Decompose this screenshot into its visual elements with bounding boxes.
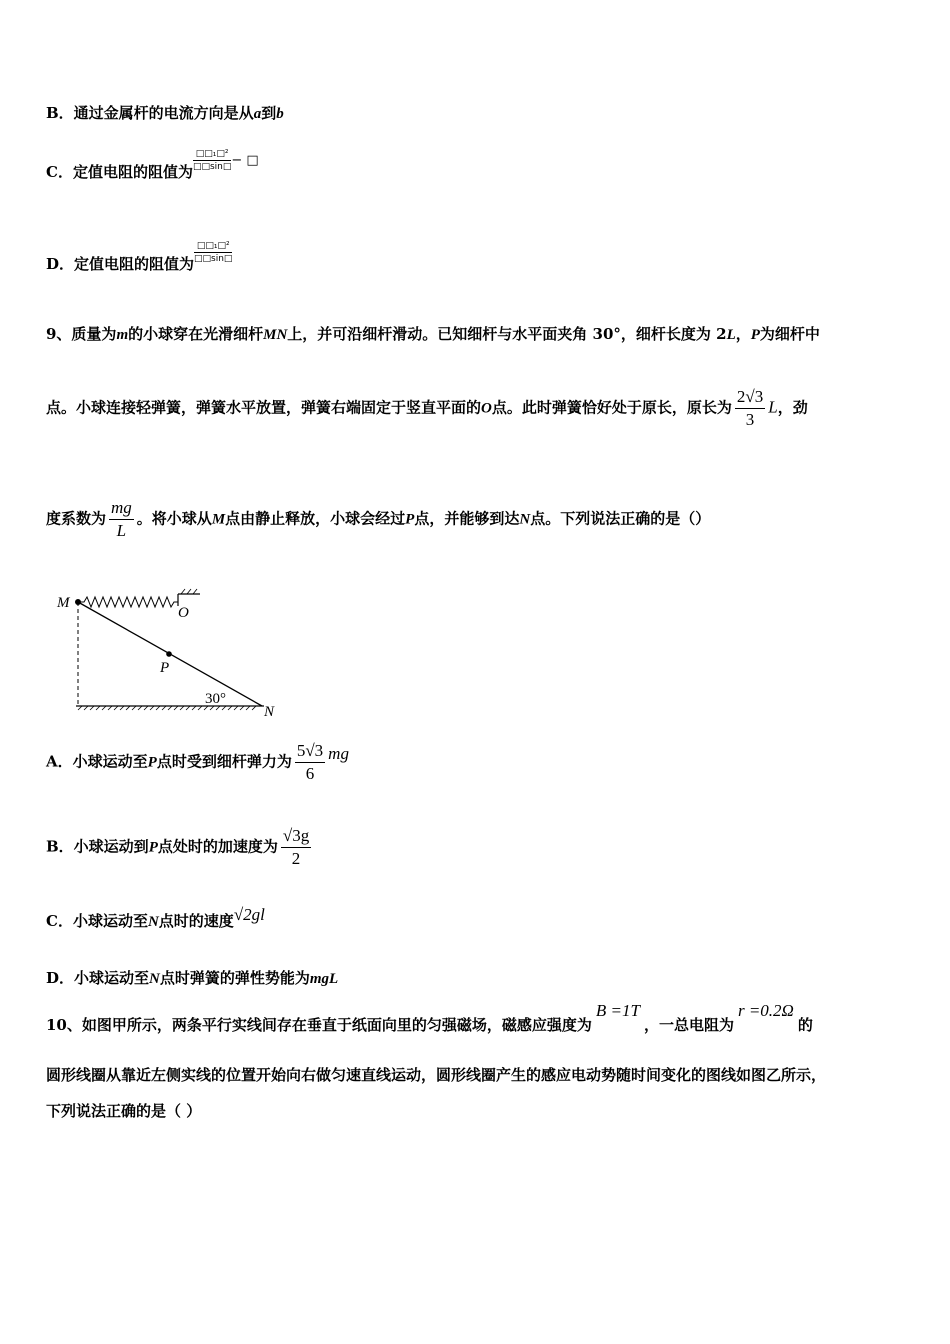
q9-line3: 度系数为 $\frac{mg}{L}$ 。将小球从M点由静止释放，小球会经过P点，并能够到达N点。下列说法正确的是（）	[46, 498, 711, 540]
label-m: M	[57, 595, 70, 611]
expr-sqrt-2gl: √2gl	[233, 905, 265, 924]
fraction-length: $\frac{2√3}{3}$	[736, 387, 764, 429]
label-n: N	[264, 704, 275, 720]
option-b-prev: B．通过金属杆的电流方向是从a到b	[46, 104, 284, 122]
q9-option-a: A．小球运动至P点时受到细杆弹力为 $\frac{5√3}{6}$ mg	[46, 741, 349, 783]
q9-line2: 点。小球连接轻弹簧，弹簧水平放置，弹簧右端固定于竖直平面的O点。此时弹簧恰好处于原长，原长为 $\frac{2√3}{3}$ L，劲	[46, 387, 808, 429]
option-d-prev: D．定值电阻的阻值为 □□₁□² □□sin□	[46, 241, 233, 273]
formula-d: □□₁□² □□sin□	[194, 241, 233, 264]
label-angle: 30°	[205, 691, 226, 707]
q10-line1: 10、如图甲所示，两条平行实线间存在垂直于纸面向里的匀强磁场，磁感应强度为B =1T，一总电阻为r =0.2Ω的	[46, 1001, 813, 1034]
q9-option-d: D．小球运动至N点时弹簧的弹性势能为mgL	[46, 969, 339, 987]
label-o: O	[178, 605, 189, 621]
q10-line2: 圆形线圈从靠近左侧实线的位置开始向右做匀速直线运动，圆形线圈产生的感应电动势随时间变化的图线如图乙所示，	[46, 1066, 827, 1084]
fraction-option-a: $\frac{5√3}{6}$	[296, 741, 324, 783]
label-p: P	[160, 660, 170, 676]
q9-option-b: B．小球运动到P点处时的加速度为 $\frac{√3g}{2}$	[46, 826, 310, 868]
point-m	[75, 599, 81, 605]
q9-line1: 9、质量为m的小球穿在光滑细杆MN上，并可沿细杆滑动。已知细杆与水平面夹角 30°，细杆长度为 2L，P为细杆中	[46, 325, 820, 343]
formula-c: □□₁□² □□sin□	[192, 149, 232, 172]
spring	[78, 597, 178, 607]
incline-figure	[50, 582, 290, 724]
q10-line3: 下列说法正确的是（ ）	[46, 1102, 202, 1120]
point-p	[166, 651, 172, 657]
fraction-stiffness: $\frac{mg}{L}$	[111, 498, 132, 540]
q9-option-c: C．小球运动至N点时的速度√2gl	[46, 905, 265, 930]
fraction-option-b: $\frac{√3g}{2}$	[282, 826, 310, 868]
option-c-prev: C．定值电阻的阻值为 □□₁□² □□sin□− □	[46, 149, 259, 181]
